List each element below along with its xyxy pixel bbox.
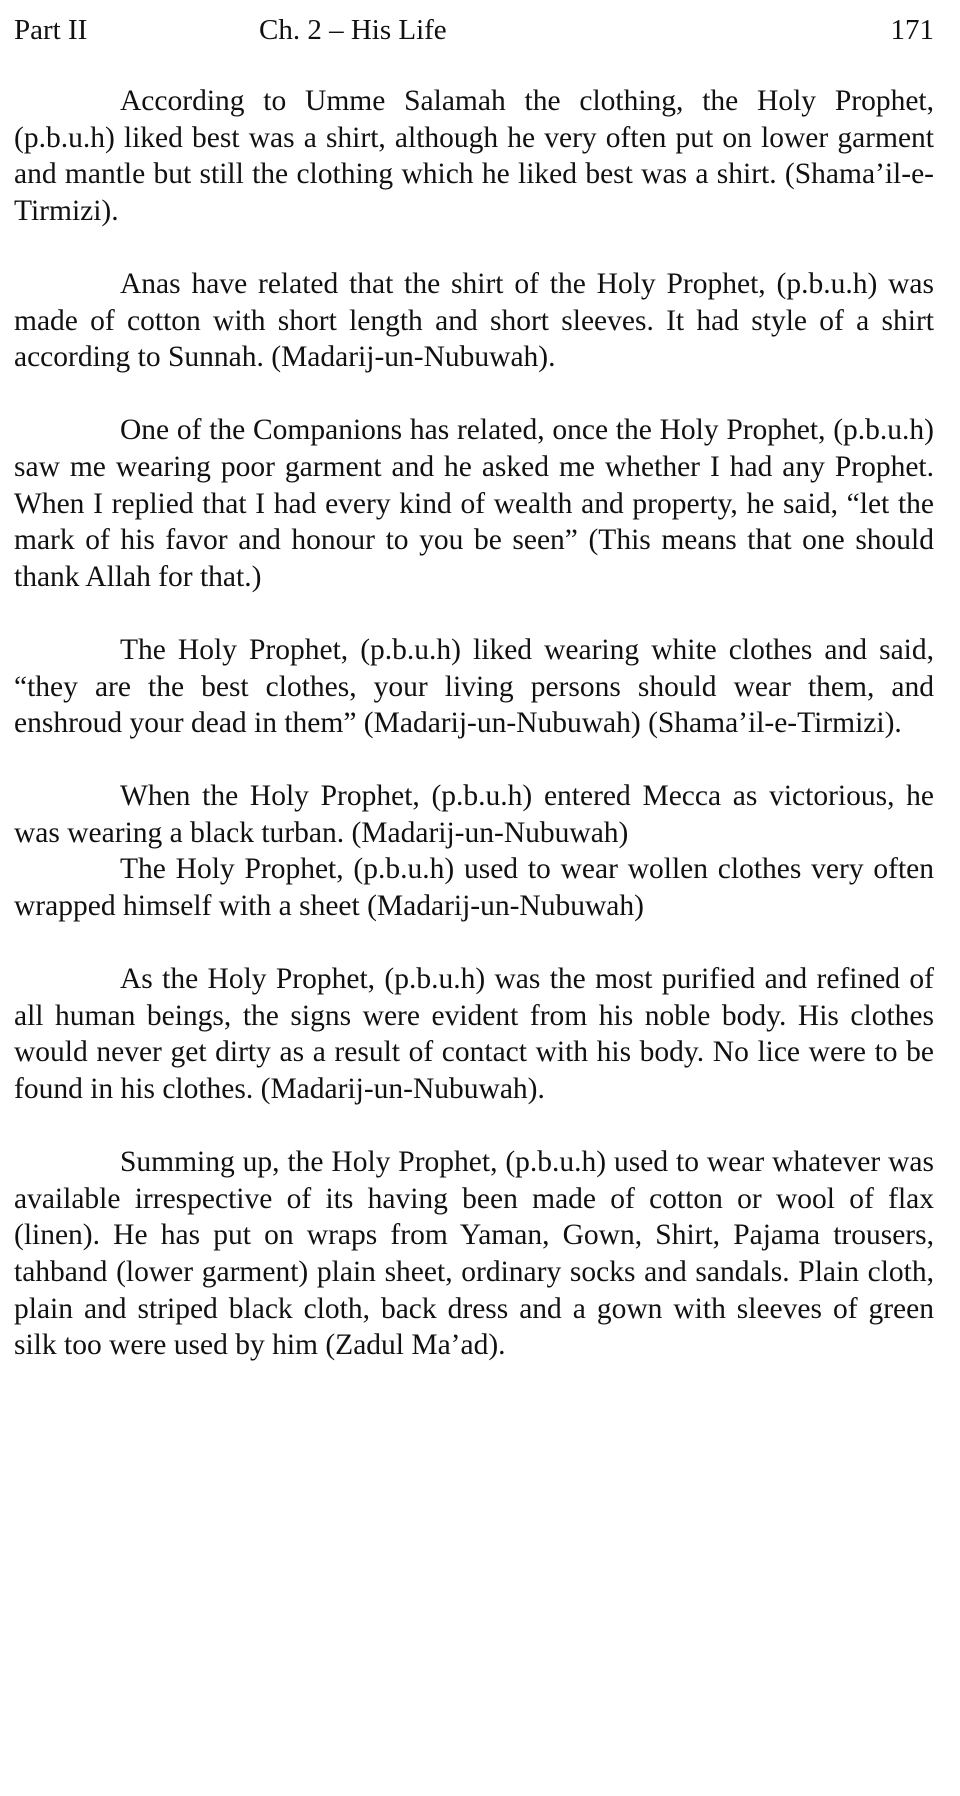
paragraph-umme-salamah: According to Umme Salamah the clothing, the Holy Prophet, (p.b.u.h) liked best was a shirt, although he very often put on lower garment and mantle but still the clothing which he liked best was a shirt. (Shama’il-e-Tirmizi). [14,85,934,227]
paragraph-summing-up: Summing up, the Holy Prophet, (p.b.u.h) used to wear whatever was available irrespective of its having been made of cotton or wool of flax (linen). He has put on wraps from Yaman, Gown, Shirt, Pajama trousers, tahband (lower garment) plain sheet, ordinary socks and sandals. Plain cloth, plain and striped black cloth, back dress and a gown with sleeves of green silk too were used by him (Zadul Ma’ad). [14,1146,934,1362]
paragraph-black-turban: When the Holy Prophet, (p.b.u.h) entered Mecca as victorious, he was wearing a black turban. (Madarij-un-Nubuwah) [14,780,934,849]
paragraph-purified: As the Holy Prophet, (p.b.u.h) was the most purified and refined of all human beings, the signs were evident from his noble body. His clothes would never get dirty as a result of contact with his body. No lice were to be found in his clothes. (Madarij-un-Nubuwah). [14,963,934,1106]
paragraph-white-clothes: The Holy Prophet, (p.b.u.h) liked wearing white clothes and said, “they are the best clothes, your living persons should wear them, and enshroud your dead in them” (Madarij-un-Nubuwah) (Shama’il-e-Tirmizi). [14,633,934,740]
paragraph-anas: Anas have related that the shirt of the Holy Prophet, (p.b.u.h) was made of cotton with short length and short sleeves. It had style of a shirt according to Sunnah. (Madarij-un-Nubuwah). [14,267,934,374]
body-text [14,83,934,1364]
paragraph-companion: One of the Companions has related, once the Holy Prophet, (p.b.u.h) saw me wearing poor garment and he asked me whether I had any Prophet. When I replied that I had every kind of wealth and property, he said, “let the mark of his favor and honour to you be seen” (This means that one should thank Allah for that.) [14,414,934,593]
header-part: Part II [14,14,88,46]
page-number: 171 [890,14,934,46]
paragraph-woollen-clothes: The Holy Prophet, (p.b.u.h) used to wear wollen clothes very often wrapped himself with a sheet (Madarij-un-Nubuwah) [14,853,934,923]
header-chapter: Ch. 2 – His Life [259,14,447,46]
running-header [14,8,934,52]
